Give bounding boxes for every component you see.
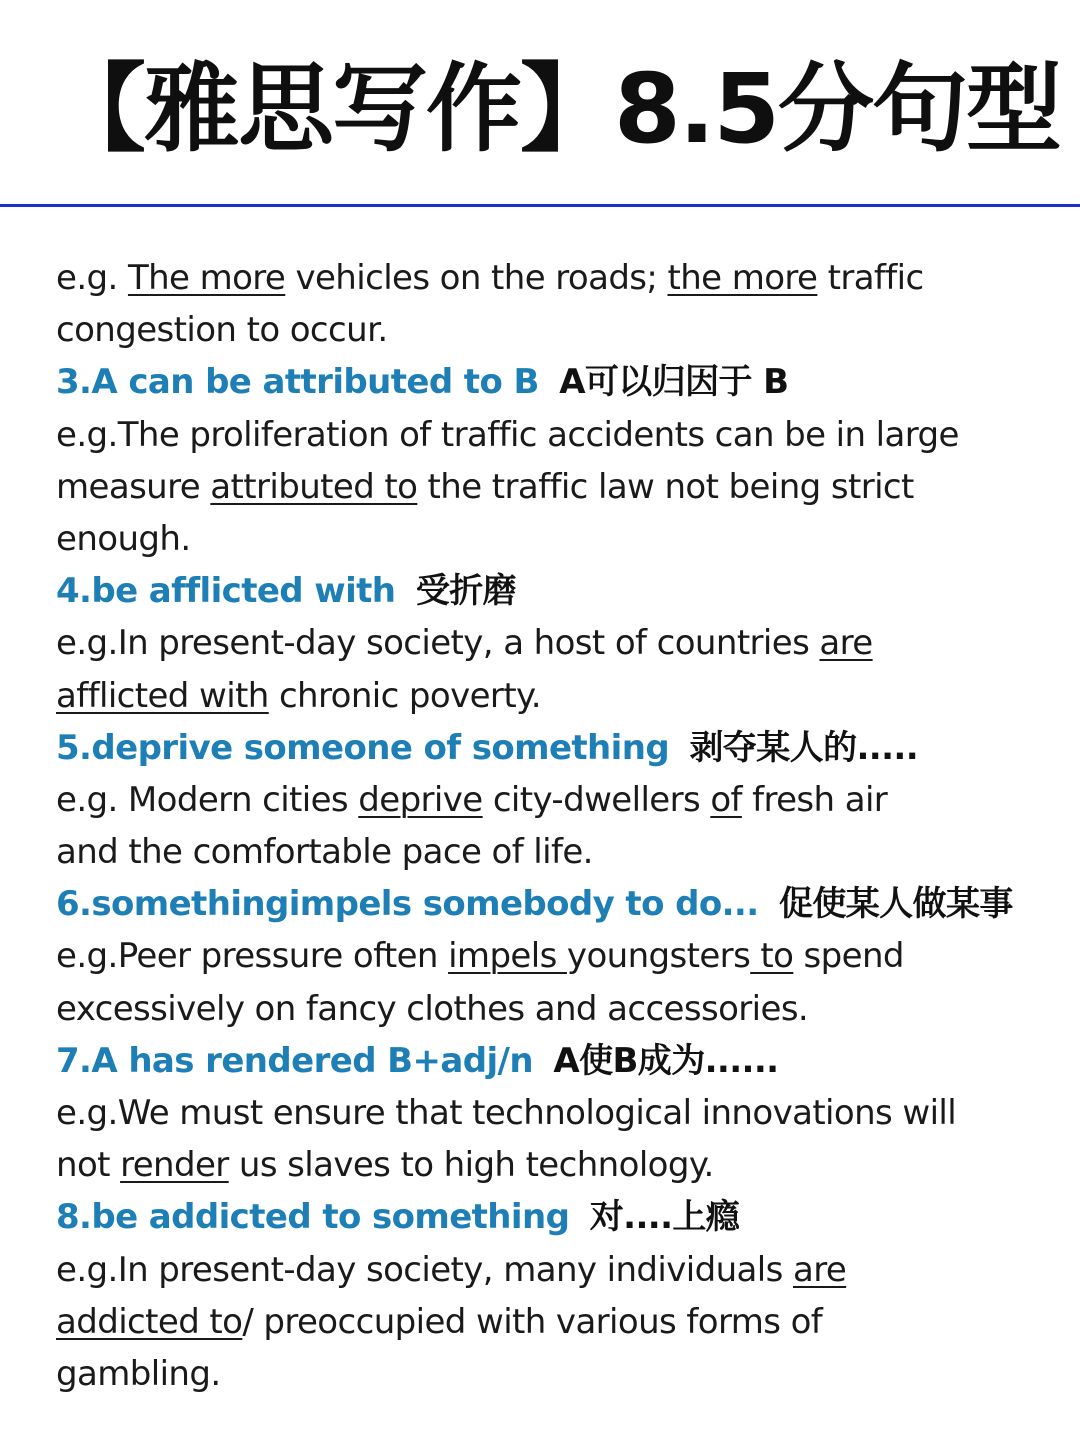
- pattern-heading-chinese: 促使某人做某事: [778, 884, 1013, 925]
- key-phrase: to: [750, 936, 794, 977]
- example-line: [56, 983, 1036, 1035]
- page-title: 【雅思写作】8.5分句型: [50, 53, 1061, 165]
- example-text: spend: [793, 936, 904, 977]
- pattern-heading: [56, 356, 1036, 408]
- example-text: e.g. Modern cities: [56, 779, 359, 820]
- example-line: [56, 1087, 1036, 1139]
- pattern-item: [56, 356, 1036, 565]
- example-text: congestion to occur.: [56, 310, 388, 351]
- example-line: [56, 461, 1036, 513]
- pattern-heading: [56, 565, 1036, 617]
- example-text: fresh air: [741, 779, 888, 820]
- example-line: [56, 617, 1036, 669]
- example-text: e.g.In present-day society, many individuals: [56, 1249, 793, 1290]
- pattern-item: [56, 565, 1036, 722]
- example-text: e.g.The proliferation of traffic accidents can be in large: [56, 414, 959, 455]
- key-phrase: are: [792, 1249, 847, 1290]
- key-phrase: the more: [667, 258, 818, 298]
- example-line: [56, 1348, 1036, 1400]
- example-line: [56, 1296, 1036, 1348]
- example-text: not: [56, 1145, 121, 1186]
- pattern-heading-english: 8.be addicted to something: [56, 1197, 570, 1238]
- pattern-item: [56, 878, 1036, 1035]
- example-text: / preoccupied with various forms of: [242, 1301, 823, 1342]
- example-text: e.g.: [56, 258, 128, 298]
- pattern-heading-chinese: 对....上瘾: [589, 1197, 740, 1238]
- pattern-heading-english: 4.be afflicted with: [56, 571, 396, 612]
- key-phrase: The more: [127, 258, 286, 298]
- example-text: us slaves to high technology.: [228, 1145, 714, 1186]
- example-line: [56, 670, 1036, 722]
- example-text: measure: [56, 466, 211, 507]
- example-line: [56, 252, 1036, 304]
- key-phrase: render: [120, 1145, 229, 1186]
- example-text: and the comfortable pace of life.: [56, 832, 593, 873]
- key-phrase: attributed to: [210, 466, 418, 507]
- key-phrase: of: [710, 779, 742, 820]
- example-line: [56, 409, 1036, 461]
- pattern-heading: [56, 878, 1036, 930]
- pattern-item: [56, 722, 1036, 879]
- pattern-heading-english: 5.deprive someone of something: [56, 727, 670, 768]
- example-line: [56, 304, 1036, 356]
- pattern-item: [56, 1191, 1036, 1400]
- example-text: city-dwellers: [482, 779, 711, 820]
- key-phrase: deprive: [358, 779, 483, 820]
- example-line: [56, 774, 1036, 826]
- pattern-heading: [56, 1035, 1036, 1087]
- example-line: [56, 1244, 1036, 1296]
- title-divider: [0, 204, 1080, 207]
- example-line: [56, 930, 1036, 982]
- example-text: e.g.Peer pressure often: [56, 936, 449, 977]
- pattern-heading-chinese: 受折磨: [415, 571, 517, 612]
- example-text: enough.: [56, 518, 191, 559]
- example-line: [56, 826, 1036, 878]
- pattern-heading-chinese: A可以归因于 B: [559, 362, 789, 403]
- example-text: e.g.We must ensure that technological innovations will: [56, 1093, 957, 1133]
- example-text: the traffic law not being strict: [417, 466, 914, 507]
- pattern-heading-english: 6.somethingimpels somebody to do...: [56, 884, 759, 925]
- example-text: chronic poverty.: [268, 675, 541, 716]
- pattern-heading-chinese: 剥夺某人的.....: [689, 727, 919, 768]
- key-phrase: are: [819, 623, 873, 664]
- example-text: gambling.: [56, 1353, 221, 1394]
- key-phrase: addicted to: [56, 1301, 243, 1342]
- sentence-pattern-list: [56, 252, 1036, 1400]
- pattern-heading-english: 7.A has rendered B+adj/n: [56, 1040, 533, 1081]
- example-line: [56, 513, 1036, 565]
- pattern-heading: [56, 1191, 1036, 1243]
- pattern-heading-english: 3.A can be attributed to B: [56, 362, 539, 403]
- pattern-item: [56, 1035, 1036, 1192]
- pattern-heading-chinese: A使B成为......: [553, 1040, 779, 1081]
- pattern-heading: [56, 722, 1036, 774]
- example-text: youngsters: [566, 936, 751, 977]
- key-phrase: impels: [448, 936, 567, 977]
- example-text: traffic: [817, 258, 924, 298]
- pattern-item: [56, 252, 1036, 356]
- example-line: [56, 1139, 1036, 1191]
- key-phrase: afflicted with: [56, 675, 269, 716]
- example-text: e.g.In present-day society, a host of countries: [56, 623, 820, 664]
- example-text: excessively on fancy clothes and accessories.: [56, 988, 809, 1029]
- example-text: vehicles on the roads;: [285, 258, 668, 298]
